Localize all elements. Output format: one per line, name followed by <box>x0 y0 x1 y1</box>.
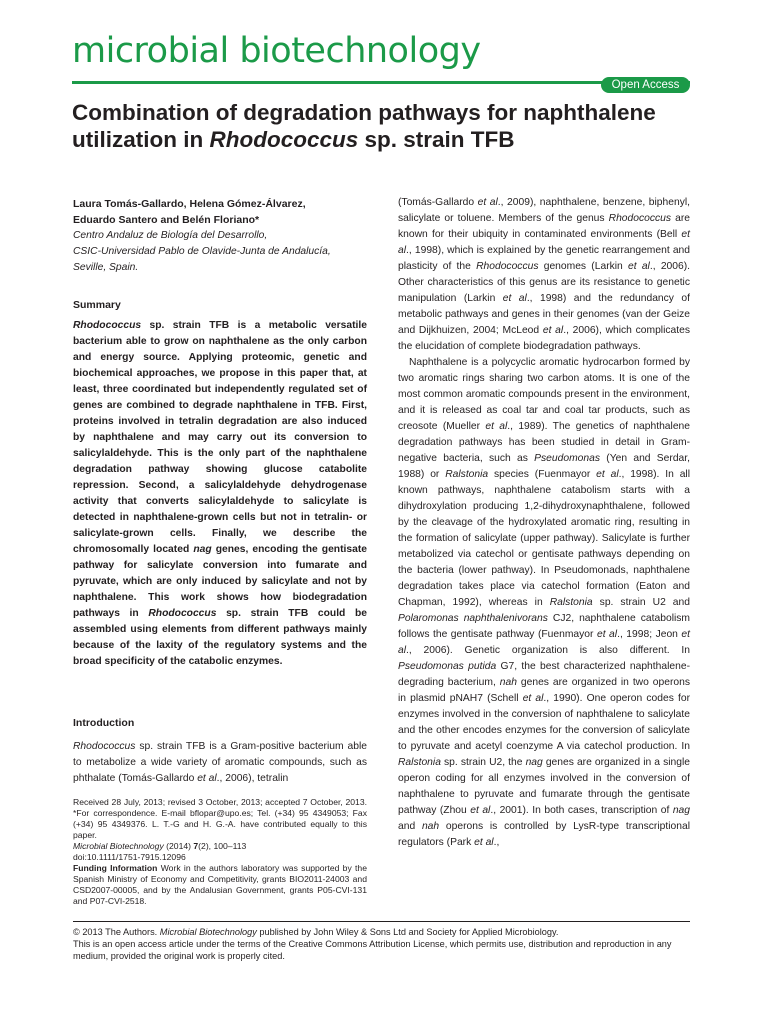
received-dates: Received 28 July, 2013; revised 3 October, 2013; accepted 7 October, 2013. *For correspondence. E-mail bflopar@upo.es; Tel. (+34) 95 4349053; Fax (+34) 95 4349376. L. T.-G and H. G.-A. have contributed equally to this paper. <box>73 797 367 840</box>
intro-text-2: ., 2006), tetralin <box>216 773 289 784</box>
rc-text: ., 2009), naphthalene, benzene, biphenyl, salicylate or toluene. Members of the genus <box>398 197 691 224</box>
rc-gene: nah <box>499 677 517 688</box>
rc-etal: et al <box>485 421 508 432</box>
citation-volume: 7 <box>193 841 199 851</box>
citation-pages: (2), 100–113 <box>198 841 247 851</box>
rc-etal: et al <box>398 629 690 656</box>
rc-text: and <box>398 821 422 832</box>
rc-genus: Rhodococcus <box>608 213 672 224</box>
rc-text: ., 2006). Genetic organization is also different. In <box>406 645 690 656</box>
rc-text: operons is controlled by LysR-type transcriptional regulators (Park <box>398 821 690 848</box>
summary-heading: Summary <box>73 299 121 311</box>
right-column <box>398 195 690 851</box>
intro-etal: et al <box>197 773 217 784</box>
rc-text: (Tomás-Gallardo <box>398 197 478 208</box>
summary-text-3: sp. strain TFB could be assembled using elements from different pathways mainly because of the laxity of the regulatory systems and the broad specificity of the catabolic enzymes. <box>73 608 367 667</box>
rc-text: ., 1989). The genetics of naphthalene degradation pathways has been studied in detail in Gram-negative bacteria, such as <box>398 421 691 464</box>
rc-genus: Rhodococcus <box>476 261 539 272</box>
affiliation <box>73 228 367 276</box>
summary-genus-2: Rhodococcus <box>148 608 217 619</box>
rc-gene: nah <box>421 821 440 832</box>
summary-nag: nag <box>193 544 212 555</box>
rc-text: species (Fuenmayor <box>488 469 597 480</box>
rc-text: (Yen and Serdar, 1988) or <box>398 453 691 480</box>
rc-text: genes are organized in a single operon coding for all enzymes involved in the conversion of naphthalene to pyruvate and fumarate through the gentisate pathway (Zhou <box>398 757 690 816</box>
right-paragraph-2 <box>398 355 690 851</box>
copyright-line <box>73 926 693 938</box>
title-text-2: sp. strain TFB <box>358 127 515 152</box>
license-footer <box>73 926 693 962</box>
funding-label: Funding Information <box>73 863 158 873</box>
rc-text: ., 1998), which is explained by the genetic rearrangement and plasticity of the <box>398 245 690 272</box>
rc-text: ., 2006). Other characteristics of this genus are its resistance to genetic manipulation (Larkin <box>398 261 691 304</box>
summary-text-1: sp. strain TFB is a metabolic versatile bacterium able to grow on naphthalene as the only carbon and energy source. Applying proteomic, genetic and biochemical approaches, we propose in this paper that, at least, three coordinated but independently regulated set of genes are combined to degrade naphthalene in TFB. First, proteins involved in tetralin degradation are also induced by naphthalene and may carry out its conversion to salicylaldehyde. This is the only part of the naphthalene degradation pathway showing glucose catabolite repression. Second, a salicylaldehyde dehydrogenase activity that converts salicylaldehyde to salicylate is detected in naphthalene-grown cells but not in tetralin- or salicylate-grown cells. Finally, we describe the chromosomally located <box>73 320 367 555</box>
license-text: This is an open access article under the terms of the Creative Commons Attribution License, which permits use, distribution and reproduction in any medium, provided the original work is properly cited. <box>73 939 672 961</box>
rc-etal: et al <box>628 261 650 272</box>
rc-genus: Ralstonia <box>398 757 441 768</box>
rc-etal: et al <box>470 805 491 816</box>
right-paragraph-1 <box>398 195 690 355</box>
rc-text: ., 2001). In both cases, transcription of <box>490 805 673 816</box>
footer-rule <box>73 921 690 922</box>
copyright-publisher: published by John Wiley & Sons Ltd and Society for Applied Microbiology. <box>256 927 559 937</box>
rc-text: G7, the best characterized naphthalene-degrading bacterium, <box>398 661 690 688</box>
rc-text: ., <box>493 837 500 848</box>
title-text-1: Combination of degradation pathways for naphthalene utilization in <box>72 100 656 152</box>
title-genus: Rhodococcus <box>209 127 359 152</box>
summary-text-2: genes, encoding the gentisate pathway for salicylate conversion into fumarate and pyruvate, which are only induced by salicylate and not by naphthalene. This work shows how biodegradation pathways in <box>73 544 367 619</box>
affiliation-line-3: Seville, Spain. <box>73 262 139 273</box>
rc-etal: et al <box>502 293 527 304</box>
intro-genus: Rhodococcus <box>73 741 136 752</box>
affiliation-line-2: CSIC-Universidad Pablo de Olavide-Junta de Andalucía, <box>73 246 331 257</box>
rc-genus: Ralstonia <box>445 469 489 480</box>
rc-text: sp. strain U2, the <box>440 757 526 768</box>
rc-etal: et al <box>596 469 619 480</box>
rc-genus: Pseudomonas <box>534 453 600 464</box>
introduction-heading: Introduction <box>73 717 135 729</box>
rc-etal: et al <box>477 197 498 208</box>
journal-title: microbial biotechnology <box>72 31 481 71</box>
copyright-text: © 2013 The Authors. <box>73 927 160 937</box>
rc-etal: et al <box>596 629 618 640</box>
rc-etal: et al <box>398 229 690 256</box>
authors-line-2: Eduardo Santero and Belén Floriano* <box>73 214 260 226</box>
rc-text: sp. strain U2 and <box>592 597 690 608</box>
rc-text: genes are organized in two operons in plasmid pNAH7 (Schell <box>398 677 690 704</box>
rc-text: ., 1998; Jeon <box>617 629 682 640</box>
rc-etal: et al <box>522 693 544 704</box>
rc-text: Naphthalene is a polycyclic aromatic hydrocarbon formed by two aromatic rings sharing two carbon atoms. It is one of the most common aromatic compounds present in the environment, and it is released as coal tar and coal tar products, such as creosote (Mueller <box>398 357 690 432</box>
rc-text: are known for their ubiquity in contaminated environments (Bell <box>398 213 691 240</box>
citation-journal: Microbial Biotechnology <box>73 841 164 851</box>
header-rule <box>72 81 690 84</box>
affiliation-line-1: Centro Andaluz de Biología del Desarrollo, <box>73 230 268 241</box>
funding-text: Work in the authors laboratory was supported by the Spanish Ministry of Economy and Competitivity, grants BIO2011-24003 and CSD2007-00005, and by the Andalusian Government, grants P05-CVI-131 and P07-CVI-2518. <box>73 863 367 906</box>
rc-text: CJ2, naphthalene catabolism follows the gentisate pathway (Fuenmayor <box>398 613 690 640</box>
article-title <box>72 99 702 153</box>
doi: doi:10.1111/1751-7915.12096 <box>73 852 186 862</box>
rc-text: ., 1998). In all known pathways, naphthalene catabolism starts with a dihydroxylation producing 1,2-dihydroxynaphthalene, followed by the cleavage of the hydroxylated aromatic ring, resulting in the formation of salicylate (upper pathway). Salicylate is further metabolized via catechol or gentisate pathways depending on the bacteria (lower pathway). In Pseudomonads, naphthalene degradation takes place via catechol formation (Eaton and Chapman, 1992), whereas in <box>398 469 691 608</box>
rc-gene: nag <box>672 805 690 816</box>
citation-year: (2014) <box>163 841 194 851</box>
rc-text: ., 2006), which complicates the elucidation of complete biodegradation pathways. <box>398 325 690 352</box>
rc-etal: et al <box>474 837 494 848</box>
author-list <box>73 196 367 228</box>
rc-genus: Ralstonia <box>549 597 593 608</box>
rc-text: ., 1990). One operon codes for enzymes involved in the conversion of naphthalene to salicylate and the other encodes enzymes for the conversion of salicylate to pyruvate and acetyl coenzyme A via catechol production. In <box>398 693 690 752</box>
rc-genus: Polaromonas naphthalenivorans <box>398 613 548 624</box>
authors-line-1: Laura Tomás-Gallardo, Helena Gómez-Álvarez, <box>73 198 306 210</box>
rc-text: ., 1998) and the redundancy of metabolic pathways and genes in their genomes (van der Geize and Dijkhuizen, 2004; McLeod <box>398 293 690 336</box>
open-access-badge: Open Access <box>601 77 690 93</box>
intro-text-1: sp. strain TFB is a Gram-positive bacterium able to metabolize a wide variety of aromatic compounds, such as phthalate (Tomás-Gallardo <box>73 741 367 784</box>
funding <box>73 863 367 907</box>
introduction-body <box>73 739 367 787</box>
citation <box>73 841 367 852</box>
copyright-journal: Microbial Biotechnology <box>159 927 257 937</box>
rc-text: genomes (Larkin <box>538 261 629 272</box>
article-history <box>73 797 367 907</box>
rc-gene: nag <box>525 757 543 768</box>
summary-body <box>73 318 367 670</box>
rc-genus: Pseudomonas putida <box>398 661 497 672</box>
summary-genus: Rhodococcus <box>73 320 142 331</box>
rc-etal: et al <box>542 325 564 336</box>
